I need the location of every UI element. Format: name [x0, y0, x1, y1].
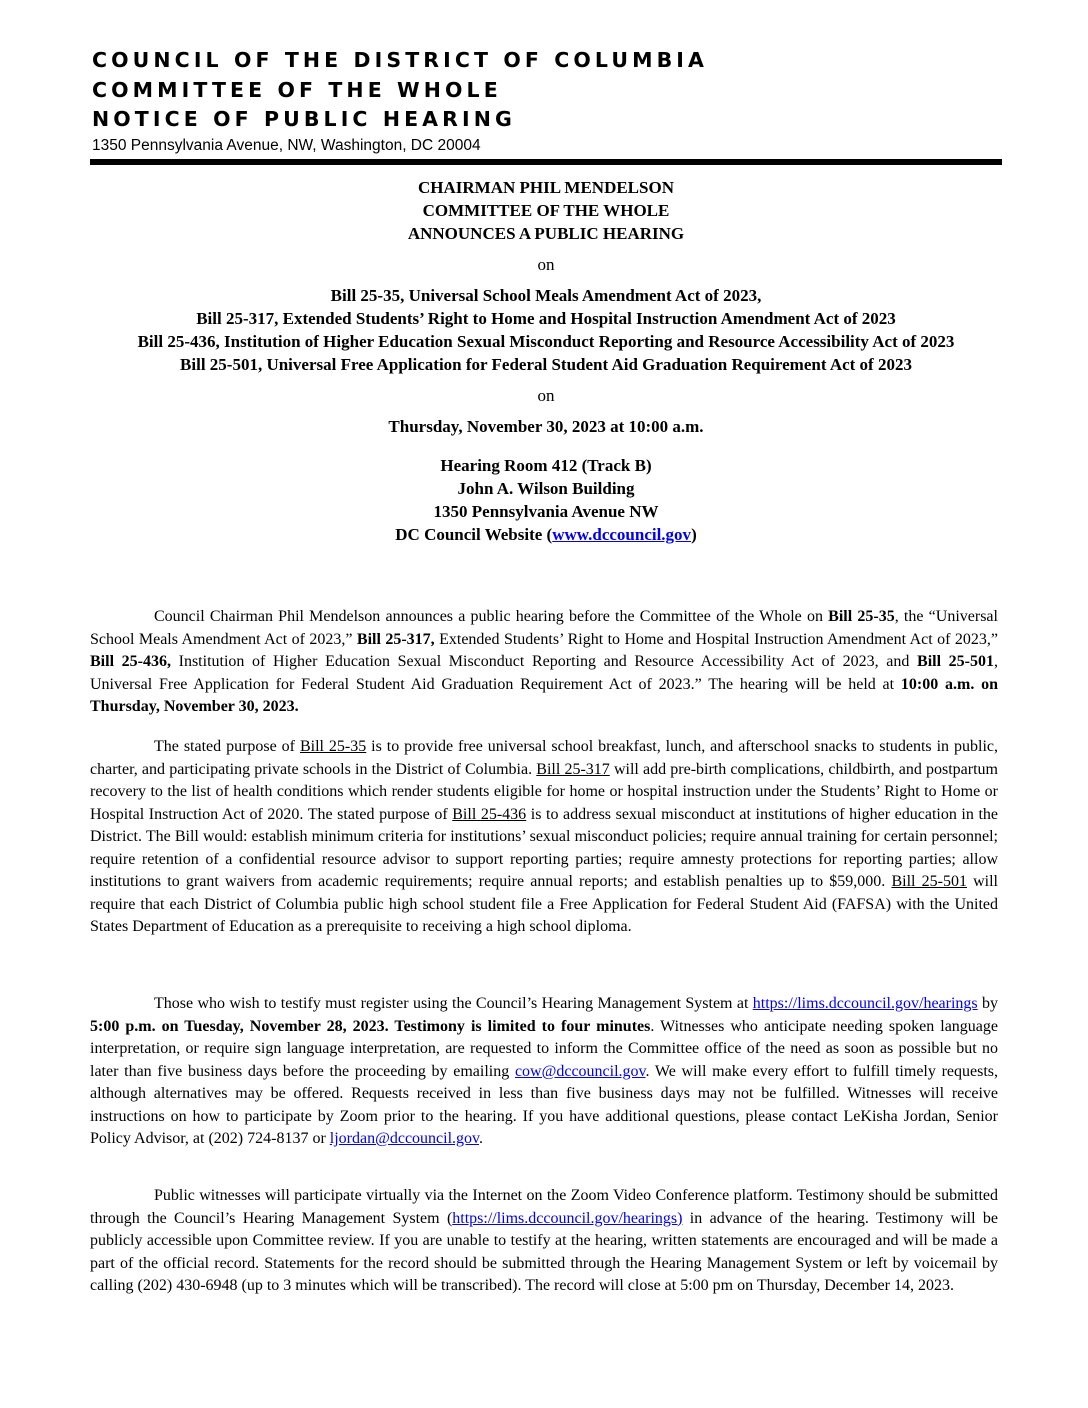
p1-bill-25-436: Bill 25-436, [90, 653, 171, 670]
p2-text-2: is to provide free universal school breakfast, lunch, and afterschool snacks to students in public, charter, and participating private schools in the District of Columbia. [90, 738, 998, 778]
committee-line: COMMITTEE OF THE WHOLE [422, 201, 670, 220]
p3-text-3: . Witnesses who anticipate needing spoken language interpretation, or require sign language interpretation, are requested to inform the Committee office of the need as soon as possible but no later than five business days before the proceeding by emailing [90, 1017, 998, 1080]
on-line-1: on [537, 255, 555, 274]
p1-bill-25-317: Bill 25-317, [356, 630, 435, 648]
p3-text-1: Those who wish to testify must register using the Council’s Hearing Management System at [154, 995, 753, 1012]
p1-bill-25-35: Bill 25-35 [828, 608, 895, 625]
p1-text-3: Extended Students’ Right to Home and Hospital Instruction Amendment Act of 2023,” [434, 630, 998, 648]
p2-text-3: will add pre-birth complications, childbirth, and postpartum recovery to the list of health conditions which render students eligible for home or hospital instruction under the Students’ Right to Home or Hospital Instruction Act of 2020. The stated purpose of [90, 760, 998, 823]
p4-text-1: Public witnesses will participate virtually via the Internet on the Zoom Video Conference platform. Testimony should be submitted through the Council’s Hearing Management System ( [90, 1187, 998, 1227]
p2-bill-25-317: Bill 25-317 [536, 760, 610, 778]
bill-25-35-title: Bill 25-35, Universal School Meals Amendment Act of 2023, [330, 286, 762, 305]
header-rule [90, 159, 1002, 165]
p1-text-5: , Universal Free Application for Federal Student Aid Graduation Requirement Act of 2023.” The hearing will be held at [90, 653, 998, 693]
letterhead-committee: COMMITTEE OF THE WHOLE [92, 77, 502, 102]
p4-text-2: in advance of the hearing. Testimony will be publicly accessible upon Committee review. If you are unable to testify at the hearing, written statements are encouraged and will be made a part of the official record. Statements for the record should be submitted through the Hearing Management System or left by voicemail by calling (202) 430-6948 (up to 3 minutes which will be transcribed). The record will close at 5:00 pm on Thursday, December 14, 2023. [90, 1209, 998, 1294]
p2-text-4: is to address sexual misconduct at institutions of higher education in the District. The Bill would: establish minimum criteria for institutions’ sexual misconduct policies; require annual training for certain personnel; require retention of a confidential resource advisor to support reporting parties; require amnesty protections for reporting parties; allow institutions to grant waivers from academic requirements; require annual reports; and establish penalties up to $59,000. [90, 805, 998, 890]
letterhead-address: 1350 Pennsylvania Avenue, NW, Washington, DC 20004 [92, 136, 481, 154]
p2-text-5: will require that each District of Columbia public high school student file a Free Application for Federal Student Aid (FAFSA) with the United States Department of Education as a prerequisite to receiving a high school diploma. [90, 873, 999, 935]
letterhead-council: COUNCIL OF THE DISTRICT OF COLUMBIA [92, 48, 709, 72]
p2-bill-25-501: Bill 25-501 [891, 873, 967, 890]
p1-text-4: Institution of Higher Education Sexual Misconduct Reporting and Resource Accessibility Act of 2023, and [170, 653, 918, 670]
witnesses-paragraph [90, 1185, 998, 1298]
letterhead-notice: NOTICE OF PUBLIC HEARING [92, 107, 516, 131]
hearing-date: Thursday, November 30, 2023 at 10:00 a.m. [388, 417, 704, 436]
hearing-street: 1350 Pennsylvania Avenue NW [433, 502, 659, 521]
letterhead [92, 46, 708, 155]
hearing-building: John A. Wilson Building [457, 479, 635, 498]
announcement-header [90, 176, 1002, 546]
council-website-link[interactable]: www.dccouncil.gov [552, 525, 692, 544]
intro-paragraph [90, 606, 998, 719]
p1-bill-25-501: Bill 25-501 [917, 653, 994, 670]
p3-text-2: by [977, 995, 999, 1012]
bill-25-436-title: Bill 25-436, Institution of Higher Education Sexual Misconduct Reporting and Resource Accessibility Act of 2023 [137, 332, 955, 351]
p2-bill-25-436: Bill 25-436 [452, 805, 527, 823]
ljordan-email-link[interactable]: ljordan@dccouncil.gov [329, 1130, 479, 1147]
chairman-line: CHAIRMAN PHIL MENDELSON [418, 178, 674, 197]
hearings-system-link[interactable]: https://lims.dccouncil.gov/hearings) [452, 1209, 683, 1227]
p1-text-1: Council Chairman Phil Mendelson announces a public hearing before the Committee of the Whole on [154, 608, 829, 625]
hearing-room: Hearing Room 412 (Track B) [440, 456, 652, 475]
bill-25-317-title: Bill 25-317, Extended Students’ Right to Home and Hospital Instruction Amendment Act of 2023 [196, 309, 896, 328]
council-website-line [90, 523, 1002, 546]
p1-text-2: , the “Universal School Meals Amendment Act of 2023,” [90, 608, 998, 648]
hearings-link[interactable]: https://lims.dccouncil.gov/hearings [752, 995, 978, 1012]
on-line-2: on [537, 386, 555, 405]
p3-text-4: . We will make every effort to fulfill timely requests, although alternatives may be offered. Requests received in less than five business days may not be fulfilled. Witnesses will receive instructions on how to participate by Zoom prior to the hearing. If you have additional questions, please contact LeKisha Jordan, Senior Policy Advisor, at (202) 724-8137 or [90, 1062, 999, 1147]
p3-text-5: . [479, 1130, 483, 1147]
p1-hearing-time: 10:00 a.m. on Thursday, November 30, 2023. [90, 675, 999, 715]
purpose-paragraph [90, 736, 998, 939]
website-prefix: DC Council Website ( [395, 525, 553, 544]
p2-bill-25-35: Bill 25-35 [299, 738, 367, 755]
announces-line: ANNOUNCES A PUBLIC HEARING [407, 224, 685, 243]
p3-deadline: 5:00 p.m. on Tuesday, November 28, 2023. Testimony is limited to four minutes [90, 1017, 651, 1035]
bill-25-501-title: Bill 25-501, Universal Free Application for Federal Student Aid Graduation Requirement Act of 2023 [180, 355, 912, 374]
website-suffix: ) [691, 525, 697, 544]
p2-text-1: The stated purpose of [154, 738, 300, 755]
testify-paragraph [90, 993, 998, 1151]
cow-email-link[interactable]: cow@dccouncil.gov [514, 1062, 646, 1080]
